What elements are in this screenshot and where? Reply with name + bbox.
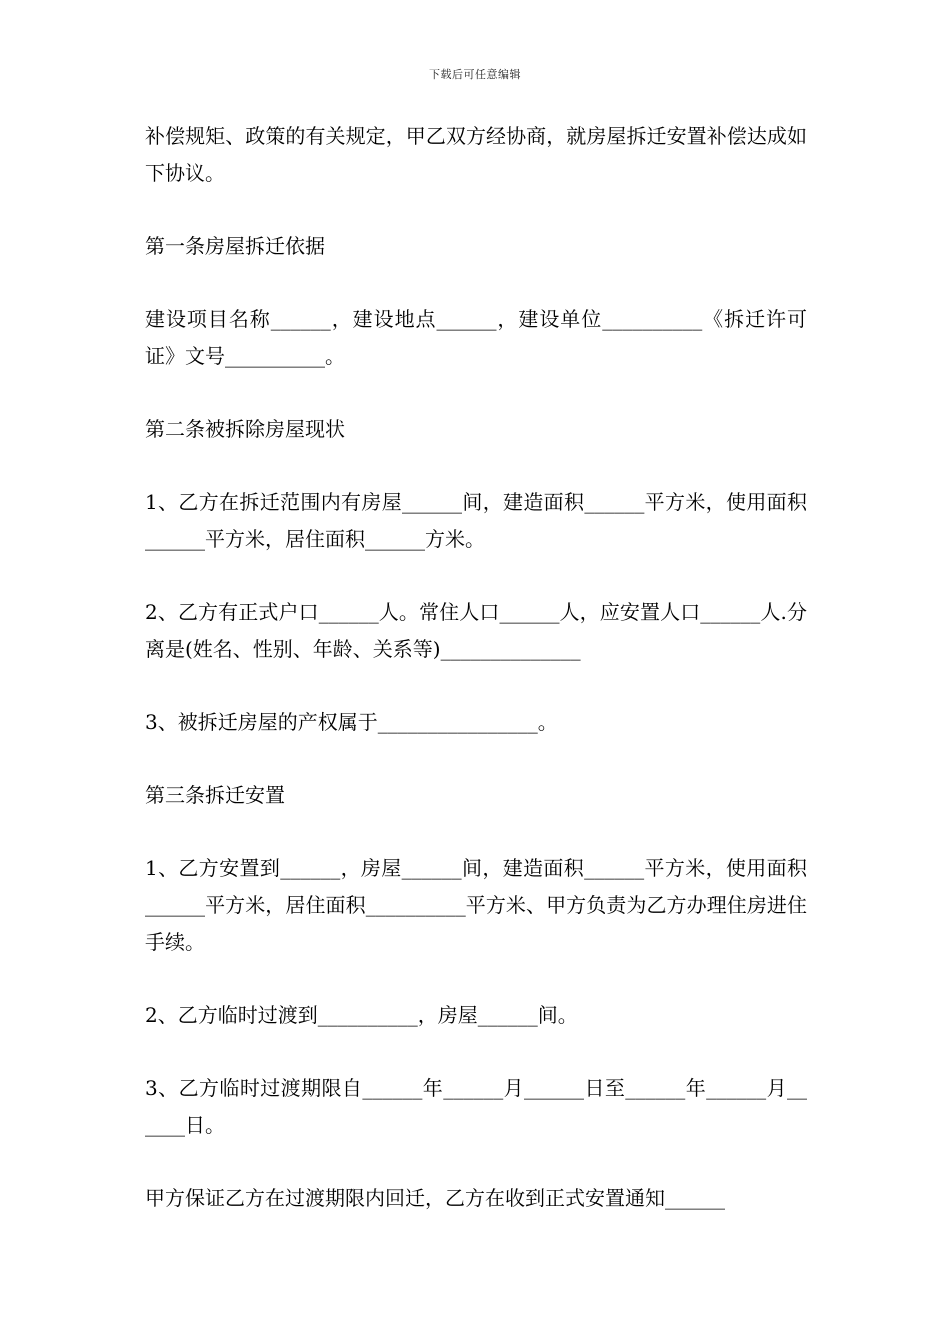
section-3-item-3: 3、乙方临时过渡期限自______年______月______日至______年______月______日。 — [145, 1076, 807, 1137]
section-3-item-2: 2、乙方临时过渡到__________，房屋______间。 — [145, 1003, 578, 1027]
section-2-item-3: 3、被拆迁房屋的产权属于________________。 — [145, 710, 558, 734]
section-2-item-2: 2、乙方有正式户口______人。常住人口______人，应安置人口______人.分离是(姓名、性别、年龄、关系等)______________ — [145, 600, 807, 661]
section-1-heading: 第一条房屋拆迁依据 — [145, 234, 325, 258]
section-2-heading: 第二条被拆除房屋现状 — [145, 417, 345, 441]
page-header-note: 下载后可任意编辑 — [429, 68, 521, 81]
section-1-project-info: 建设项目名称______，建设地点______，建设单位__________《拆迁许可证》文号__________。 — [145, 307, 807, 368]
section-2-item-1: 1、乙方在拆迁范围内有房屋______间，建造面积______平方米，使用面积______平方米，居住面积______方米。 — [145, 490, 807, 551]
section-3-item-1: 1、乙方安置到______，房屋______间，建造面积______平方米，使用面积______平方米，居住面积__________平方米、甲方负责为乙方办理住房进住手续。 — [145, 856, 807, 954]
section-3-heading: 第三条拆迁安置 — [145, 783, 285, 807]
document-body — [145, 118, 807, 1217]
intro-paragraph: 补偿规矩、政策的有关规定，甲乙双方经协商，就房屋拆迁安置补偿达成如下协议。 — [145, 124, 807, 185]
section-3-guarantee: 甲方保证乙方在过渡期限内回迁，乙方在收到正式安置通知______ — [145, 1186, 725, 1210]
